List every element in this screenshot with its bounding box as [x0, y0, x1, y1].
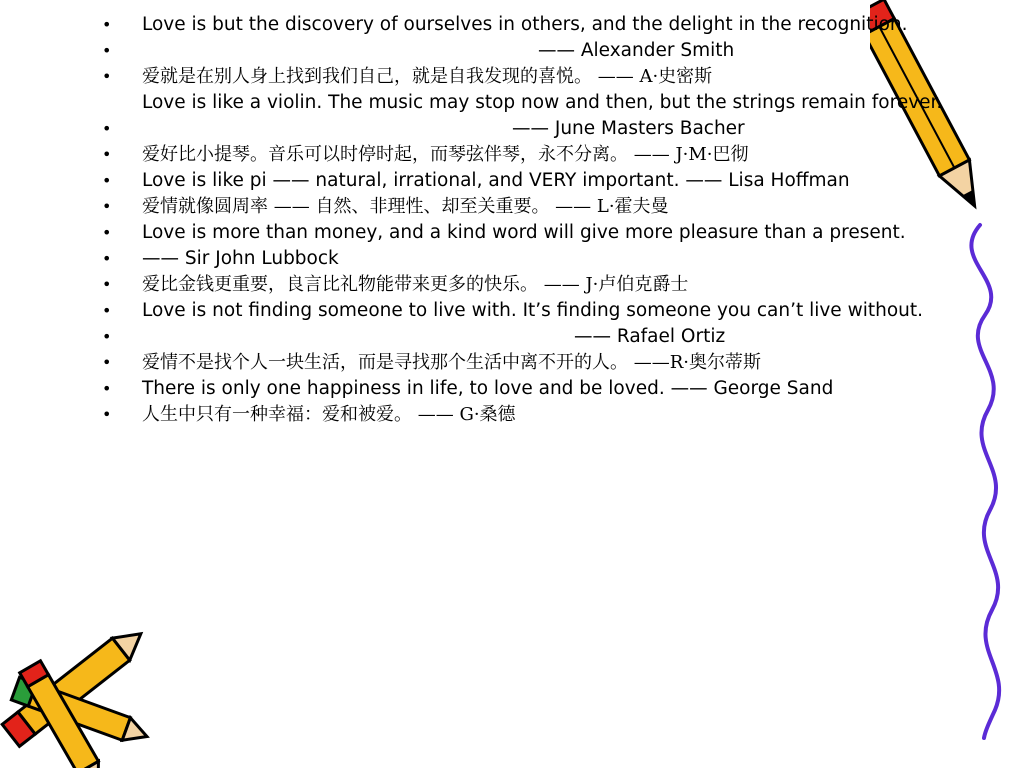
quote-text: —— Rafael Ortiz	[574, 326, 726, 347]
bullet-marker: •	[102, 379, 112, 398]
quote-text: 爱情不是找个人一块生活，而是寻找那个生活中离不开的人。 ——R·奥尔蒂斯	[142, 352, 761, 373]
quote-item	[98, 66, 968, 88]
quote-text: —— Alexander Smith	[538, 40, 735, 61]
bullet-marker: •	[102, 15, 112, 34]
quote-text: Love is more than money, and a kind word will give more pleasure than a present.	[142, 222, 906, 243]
quote-item	[98, 274, 968, 296]
quote-text: 人生中只有一种幸福：爱和被爱。 —— G·桑德	[142, 404, 516, 425]
quote-item	[98, 222, 968, 244]
quote-item	[98, 118, 968, 140]
quote-text: 爱就是在别人身上找到我们自己，就是自我发现的喜悦。 —— A·史密斯	[142, 66, 713, 87]
quote-text: 爱情就像圆周率 —— 自然、非理性、却至关重要。 —— L·霍夫曼	[142, 196, 669, 217]
bullet-marker: •	[102, 275, 112, 294]
bullet-marker: •	[102, 67, 112, 86]
quote-item	[98, 248, 968, 270]
quote-text: Love is like pi —— natural, irrational, and VERY important. —— Lisa Hoffman	[142, 170, 850, 191]
quote-text: Love is like a violin. The music may stop now and then, but the strings remain forever.	[142, 92, 943, 113]
quote-text: There is only one happiness in life, to love and be loved. —— George Sand	[142, 378, 834, 399]
quote-text: —— June Masters Bacher	[512, 118, 745, 139]
bullet-marker: •	[102, 405, 112, 424]
quote-item	[98, 352, 968, 374]
quote-item	[98, 404, 968, 426]
quote-item	[98, 92, 968, 114]
quote-item	[98, 40, 968, 62]
quote-item	[98, 170, 968, 192]
bullet-marker: •	[102, 145, 112, 164]
bullet-marker: •	[102, 119, 112, 138]
quote-text: Love is but the discovery of ourselves in others, and the delight in the recognition.	[142, 14, 908, 35]
quote-list	[98, 14, 968, 430]
quote-item	[98, 378, 968, 400]
quote-item	[98, 326, 968, 348]
quote-item	[98, 196, 968, 218]
quote-text: —— Sir John Lubbock	[142, 248, 339, 269]
quote-item	[98, 144, 968, 166]
quote-item	[98, 14, 968, 36]
bullet-marker: •	[102, 197, 112, 216]
bullet-marker: •	[102, 301, 112, 320]
quote-text: Love is not finding someone to live with. It’s finding someone you can’t live without.	[142, 300, 924, 321]
quote-item	[98, 300, 968, 322]
bullet-marker: •	[102, 327, 112, 346]
bullet-marker: •	[102, 223, 112, 242]
pencil-group-icon	[0, 620, 160, 768]
bullet-marker: •	[102, 249, 112, 268]
quote-text: 爱好比小提琴。音乐可以时停时起，而琴弦伴琴，永不分离。 —— J·M·巴彻	[142, 144, 749, 165]
bullet-marker: •	[102, 41, 112, 60]
bullet-marker: •	[102, 353, 112, 372]
quote-text: 爱比金钱更重要，良言比礼物能带来更多的快乐。 —— J·卢伯克爵士	[142, 274, 689, 295]
bullet-marker: •	[102, 171, 112, 190]
